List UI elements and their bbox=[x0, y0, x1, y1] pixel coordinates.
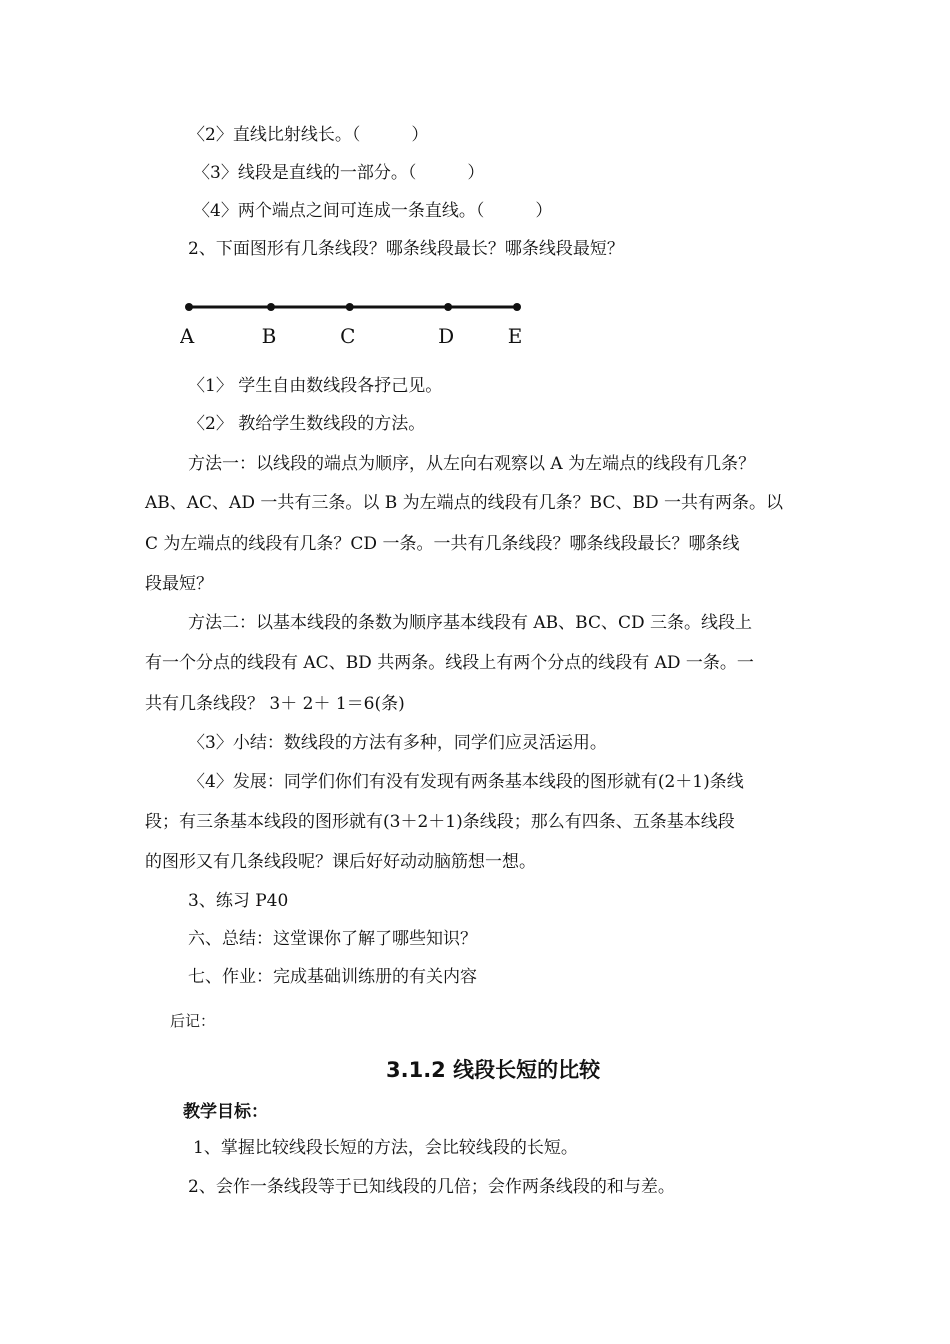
point-e-label: E bbox=[507, 324, 523, 348]
body-line: 〈1〉 学生自由数线段各抒己见。 bbox=[188, 376, 443, 396]
question-line-3: 〈3〉线段是直线的一部分。（ ） bbox=[193, 163, 485, 183]
objectives-heading: 教学目标： bbox=[183, 1102, 268, 1122]
body-line: AB、AC、AD 一共有三条。以 B 为左端点的线段有几条？BC、BD 一共有两条。以 bbox=[145, 493, 784, 513]
body-line: 〈3〉小结：数线段的方法有多种，同学们应灵活运用。 bbox=[188, 733, 607, 753]
afterword-label: 后记： bbox=[170, 1012, 216, 1030]
section-title: 3.1.2 线段长短的比较 bbox=[386, 1058, 601, 1082]
question-2: 2、下面图形有几条线段？哪条线段最长？哪条线段最短？ bbox=[188, 239, 624, 259]
body-line: 共有几条线段？ 3＋ 2＋ 1＝6(条) bbox=[145, 694, 405, 714]
point-e-dot bbox=[513, 303, 521, 311]
point-c-dot bbox=[346, 303, 354, 311]
body-line: 的图形又有几条线段呢？课后好好动动脑筋想一想。 bbox=[145, 852, 536, 872]
point-b-dot bbox=[267, 303, 275, 311]
body-line: 方法一：以线段的端点为顺序，从左向右观察以 A 为左端点的线段有几条？ bbox=[188, 454, 756, 474]
body-line: 有一个分点的线段有 AC、BD 共两条。线段上有两个分点的线段有 AD 一条。一 bbox=[145, 653, 754, 673]
body-line: 段最短？ bbox=[145, 574, 213, 594]
body-line: 六、总结：这堂课你了解了哪些知识？ bbox=[188, 929, 477, 949]
body-line: 3、练习 P40 bbox=[188, 891, 289, 911]
point-a-label: A bbox=[180, 324, 195, 348]
body-line: 七、作业：完成基础训练册的有关内容 bbox=[188, 967, 477, 987]
question-line-4: 〈4〉两个端点之间可连成一条直线。（ ） bbox=[193, 201, 553, 221]
point-c-label: C bbox=[340, 324, 356, 348]
body-line: 〈2〉 教给学生数线段的方法。 bbox=[188, 414, 426, 434]
point-d-dot bbox=[444, 303, 452, 311]
question-line-2: 〈2〉直线比射线长。（ ） bbox=[188, 125, 429, 145]
objective-item: 1、掌握比较线段长短的方法，会比较线段的长短。 bbox=[193, 1138, 578, 1158]
body-line: 〈4〉发展：同学们你们有没有发现有两条基本线段的图形就有(2＋1)条线 bbox=[188, 772, 744, 792]
point-d-label: D bbox=[438, 324, 455, 348]
objective-item: 2、会作一条线段等于已知线段的几倍；会作两条线段的和与差。 bbox=[188, 1177, 675, 1197]
point-a-dot bbox=[185, 303, 193, 311]
point-b-label: B bbox=[261, 324, 277, 348]
line-segment-diagram bbox=[180, 295, 540, 355]
body-line: 方法二：以基本线段的条数为顺序基本线段有 AB、BC、CD 三条。线段上 bbox=[188, 613, 753, 633]
body-line: C 为左端点的线段有几条？CD 一条。一共有几条线段？哪条线段最长？哪条线 bbox=[145, 534, 740, 554]
body-line: 段；有三条基本线段的图形就有(3＋2＋1)条线段；那么有四条、五条基本线段 bbox=[145, 812, 735, 832]
